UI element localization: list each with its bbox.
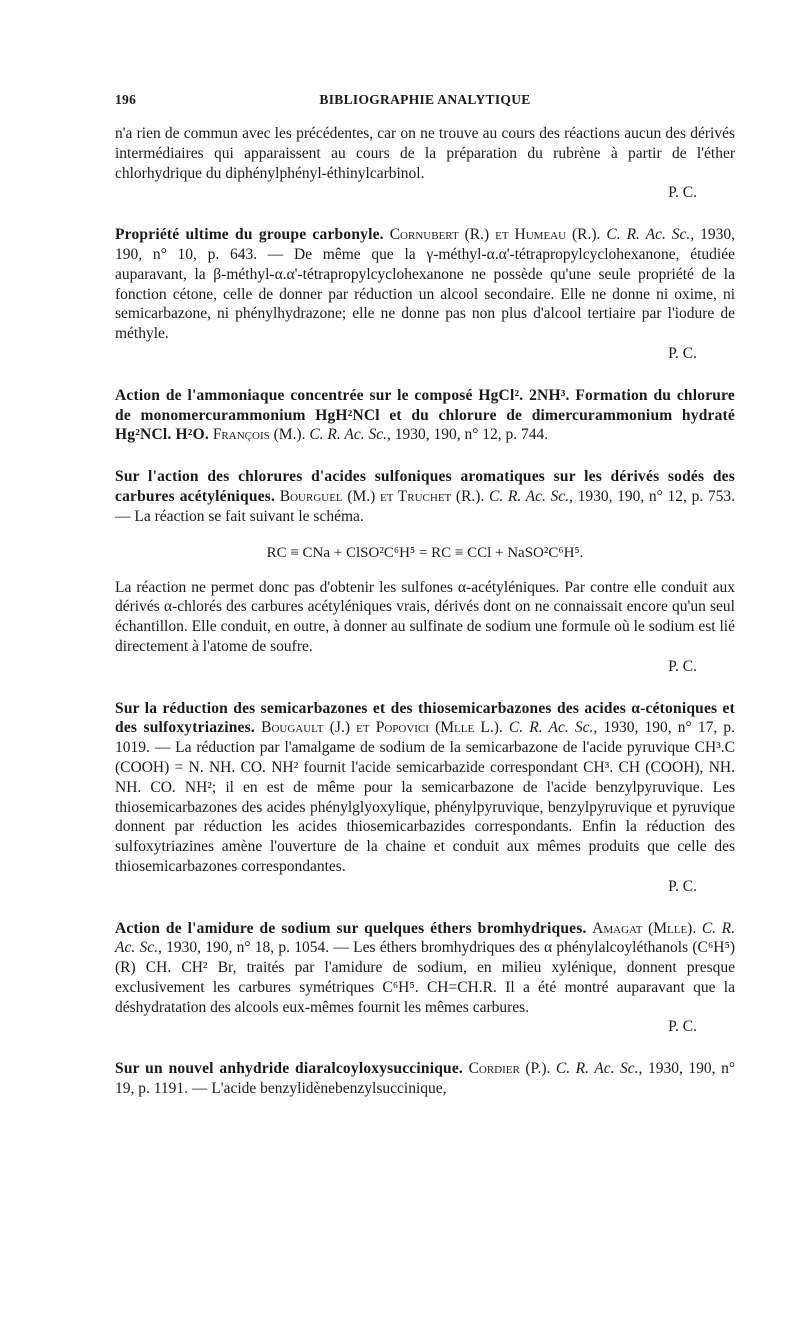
abstract-entry bbox=[115, 919, 735, 1038]
entry-text: La réduction par l'amalgame de sodium de la semicarbazone de l'acide pyruvique CH³.C (COOH) = N. NH. CO. NH² fournit l'acide semicarbazide correspondant CH³. CH (COOH), NH. NH. CO. NH²; il en est de même pour la semicarbazone de l'acide benzylpyruvique. Les thiosemicarbazones des acides phénylglyoxylique, phénylpyruvique, benzylpyruvique et pyruvique donnent par réduction les acides thiosemicarbazides correspondants. Enfin la réduction des sulfoxytriazines amène l'ouverture de la chaine et conduit aux mêmes produits que celle des thiosemicarbazones correspondantes. bbox=[115, 739, 736, 875]
abstract-entry bbox=[115, 386, 735, 445]
entry-title: Sur un nouvel anhydride diaralcoyloxysuccinique. bbox=[115, 1060, 464, 1078]
abstract-entry bbox=[115, 1059, 735, 1099]
entry-citation: 1930, 190, n° 12, p. 753. — bbox=[115, 487, 735, 525]
entry-citation: 1930, 190, n° 17, p. 1019. — bbox=[115, 719, 736, 757]
entry-text: Les éthers bromhydriques des α phénylalcoyléthanols (C⁶H⁵) (R) CH. CH² Br, traités par l'amidure de sodium, en milieu xylénique, donnent presque exclusivement les carbures symétriques C⁶H⁵. CH=CH.R. Il a été montré auparavant que la déshydratation des alcools eux-mêmes fournit les mêmes carbures. bbox=[115, 939, 736, 1016]
intro-signature: P. C. bbox=[668, 184, 697, 202]
entry-authors: Cordier (P.). bbox=[468, 1060, 551, 1078]
page-number: 196 bbox=[115, 92, 137, 107]
page-header bbox=[115, 92, 735, 112]
entry-journal: C. R. Ac. Sc., bbox=[555, 1060, 643, 1078]
abstract-entry bbox=[115, 225, 735, 364]
entry-authors: Amagat (Mlle). bbox=[592, 919, 697, 937]
entry-text: La réaction se fait suivant le schéma. bbox=[134, 507, 364, 525]
entry-citation: 1930, 190, n° 12, p. 744. bbox=[394, 426, 549, 444]
entry-signature: P. C. bbox=[668, 657, 697, 675]
running-title: BIBLIOGRAPHIE ANALYTIQUE bbox=[319, 92, 531, 107]
entry-authors: Bougault (J.) et Popovici (Mlle L.). bbox=[261, 719, 503, 737]
entry-text-continued: La réaction ne permet donc pas d'obtenir les sulfones α-acétyléniques. Par contre elle conduit aux dérivés α-chlorés des carbures acétyléniques vrais, dérivés dont on ne connaissait encore qu'un seul échantillon. Elle conduit, en outre, à donner au sulfinate de sodium une formule où le sodium est lié directement à l'atome de soufre. bbox=[115, 578, 735, 655]
entry-title: Sur l'action des chlorures d'acides sulfoniques aromatiques sur les dérivés sodés des carbures acétyléniques. bbox=[115, 468, 735, 505]
entry-journal: C. R. Ac. Sc., bbox=[508, 719, 598, 737]
entry-title: Sur la réduction des semicarbazones et des thiosemicarbazones des acides α-cétoniques et des sulfoxytriazines. bbox=[115, 699, 735, 737]
entry-signature: P. C. bbox=[668, 877, 697, 895]
entry-text: L'acide benzylidènebenzylsuccinique, bbox=[211, 1080, 447, 1098]
abstract-entry bbox=[115, 467, 735, 676]
entry-title: Action de l'amidure de sodium sur quelques éthers bromhydriques. bbox=[115, 919, 587, 937]
entry-signature: P. C. bbox=[668, 1018, 697, 1036]
entry-title: Propriété ultime du groupe carbonyle. bbox=[115, 226, 384, 244]
entry-journal: C. R. Ac. Sc., bbox=[489, 487, 573, 505]
entry-authors: Bourguel (M.) et Truchet (R.). bbox=[279, 487, 485, 505]
reaction-formula: RC ≡ CNa + ClSO²C⁶H⁵ = RC ≡ CCl + NaSO²C⁶H⁵. bbox=[266, 544, 584, 561]
document-page bbox=[115, 92, 735, 1099]
entry-authors: François (M.). bbox=[212, 426, 306, 444]
abstract-entry bbox=[115, 699, 735, 897]
entry-title: Action de l'ammoniaque concentrée sur le composé HgCl². 2NH³. Formation du chlorure de monomercurammonium HgH²NCl et du chlorure de dimercurammonium hydraté Hg²NCl. H²O. bbox=[115, 386, 735, 444]
entry-citation: 1930, 190, n° 10, p. 643. — bbox=[115, 226, 736, 263]
entry-citation: 1930, 190, n° 18, p. 1054. — bbox=[166, 939, 349, 957]
entry-journal: C. R. Ac. Sc., bbox=[606, 226, 695, 244]
entry-citation: 1930, 190, n° 19, p. 1191. — bbox=[115, 1060, 736, 1098]
intro-paragraph bbox=[115, 124, 735, 203]
entry-text: De même que la γ-méthyl-α.α'-tétrapropylcyclohexanone, étudiée auparavant, la β-méthyl-α.α'-tétrapropylcyclohexanone ne possède qu'une seule propriété de la fonction cétone, celle de donner par réduction un alcool secondaire. Elle ne donne ni oxime, ni semicarbazone, ni phénylhydrazone; elle ne donne pas non plus d'alcool tertiaire par l'iodure de méthyle. bbox=[115, 245, 735, 343]
entry-journal: C. R. Ac. Sc., bbox=[115, 919, 736, 957]
intro-text: n'a rien de commun avec les précédentes, car on ne trouve au cours des réactions aucun des dérivés intermédiaires qui apparaissent au cours de la préparation du rubrène à partir de l'éther chlorhydrique du diphénylphényl-éthinylcarbinol. bbox=[115, 125, 735, 182]
entry-journal: C. R. Ac. Sc., bbox=[309, 426, 391, 444]
entry-authors: Cornubert (R.) et Humeau (R.). bbox=[389, 226, 601, 244]
entry-signature: P. C. bbox=[668, 344, 697, 362]
